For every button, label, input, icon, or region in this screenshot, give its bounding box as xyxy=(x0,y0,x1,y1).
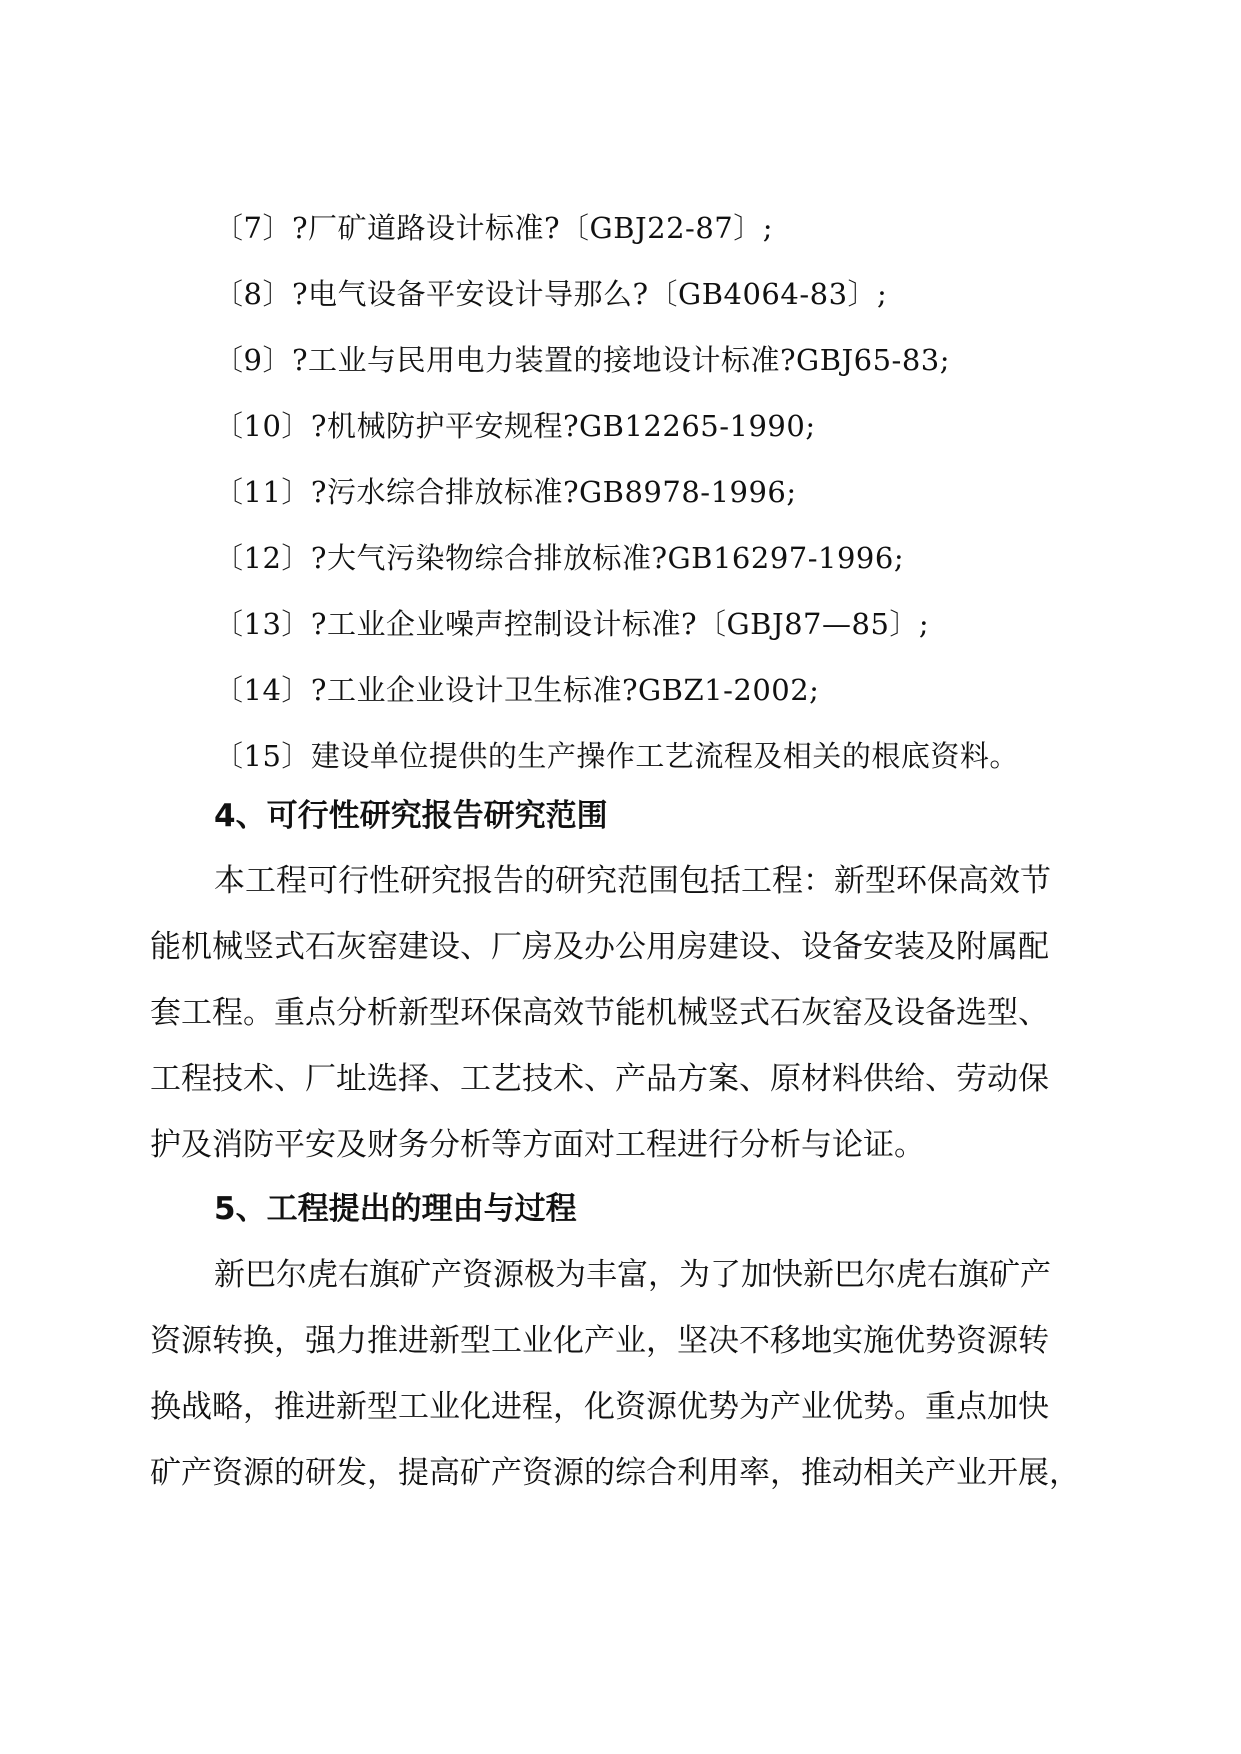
section-5-heading: 5、工程提出的理由与过程 xyxy=(214,1191,577,1227)
paragraph-line: 本工程可行性研究报告的研究范围包括工程：新型环保高效节 xyxy=(214,863,1051,899)
section-4-heading: 4、可行性研究报告研究范围 xyxy=(214,798,608,834)
paragraph-line: 工程技术、厂址选择、工艺技术、产品方案、原材料供给、劳动保 xyxy=(150,1061,1049,1097)
reference-item: 〔14〕?工业企业设计卫生标准?GBZ1-2002; xyxy=(214,673,820,707)
paragraph-line: 新巴尔虎右旗矿产资源极为丰富，为了加快新巴尔虎右旗矿产 xyxy=(214,1257,1051,1293)
reference-item: 〔15〕建设单位提供的生产操作工艺流程及相关的根底资料。 xyxy=(214,739,1019,773)
paragraph-line: 套工程。重点分析新型环保高效节能机械竖式石灰窑及设备选型、 xyxy=(150,995,1049,1031)
paragraph-line: 换战略，推进新型工业化进程，化资源优势为产业优势。重点加快 xyxy=(150,1389,1049,1425)
reference-item: 〔8〕?电气设备平安设计导那么?〔GB4064-83〕; xyxy=(214,277,888,311)
paragraph-line: 矿产资源的研发，提高矿产资源的综合利用率，推动相关产业开展， xyxy=(150,1455,1080,1491)
paragraph-line: 护及消防平安及财务分析等方面对工程进行分析与论证。 xyxy=(150,1127,925,1163)
section-5-paragraph xyxy=(150,1242,1108,1506)
reference-item: 〔9〕?工业与民用电力装置的接地设计标准?GBJ65-83; xyxy=(214,343,951,377)
paragraph-line: 能机械竖式石灰窑建设、厂房及办公用房建设、设备安装及附属配 xyxy=(150,929,1049,965)
reference-item: 〔13〕?工业企业噪声控制设计标准?〔GBJ87—85〕; xyxy=(214,607,930,641)
reference-item: 〔10〕?机械防护平安规程?GB12265-1990; xyxy=(214,409,816,443)
section-4-paragraph xyxy=(150,848,1108,1178)
reference-item: 〔12〕?大气污染物综合排放标准?GB16297-1996; xyxy=(214,541,905,575)
paragraph-line: 资源转换，强力推进新型工业化产业，坚决不移地实施优势资源转 xyxy=(150,1323,1049,1359)
reference-list xyxy=(214,195,1114,789)
reference-item: 〔11〕?污水综合排放标准?GB8978-1996; xyxy=(214,475,797,509)
reference-item: 〔7〕?厂矿道路设计标准?〔GBJ22-87〕; xyxy=(214,211,774,245)
